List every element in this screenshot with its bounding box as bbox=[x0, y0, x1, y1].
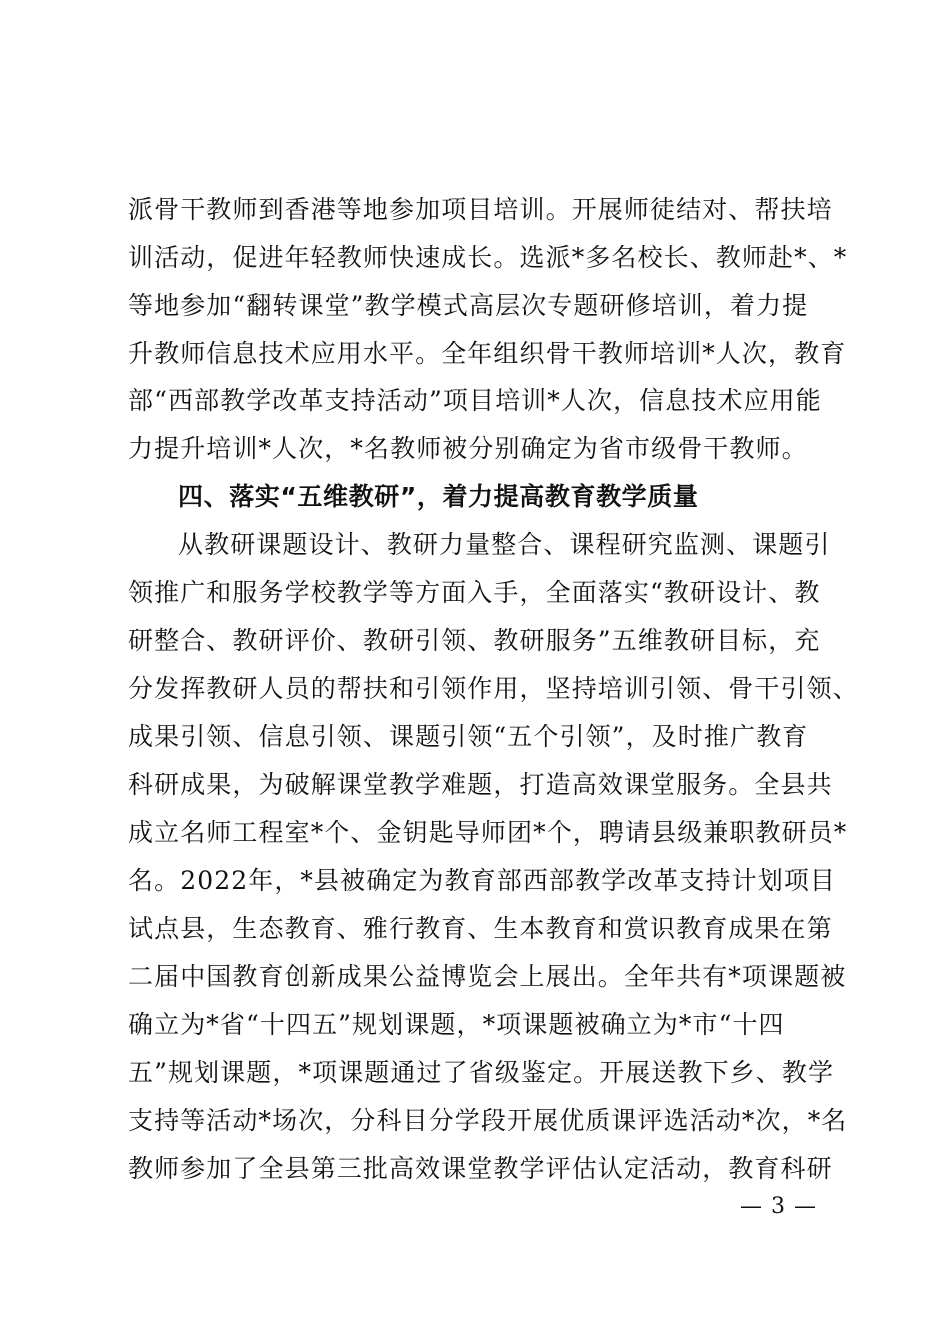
paragraph-line: 支持等活动*场次，分科目分学段开展优质课评选活动*次，*名 bbox=[128, 1106, 848, 1135]
paragraph-line: 五”规划课题，*项课题通过了省级鉴定。开展送教下乡、教学 bbox=[128, 1058, 835, 1087]
paragraph-line: 分发挥教研人员的帮扶和引领作用，坚持培训引领、骨干引领、 bbox=[128, 674, 859, 703]
paragraph-line: 名。2022年，*县被确定为教育部西部教学改革支持计划项目 bbox=[128, 866, 837, 895]
paragraph-line: 成果引领、信息引领、课题引领“五个引领”，及时推广教育 bbox=[128, 722, 809, 751]
paragraph-line: 试点县，生态教育、雅行教育、生本教育和赏识教育成果在第 bbox=[128, 914, 833, 943]
page-number: — 3 — bbox=[740, 1194, 817, 1219]
paragraph-line: 确立为*省“十四五”规划课题，*项课题被确立为*市“十四 bbox=[128, 1010, 785, 1039]
body-line: 力提升培训*人次，*名教师被分别确定为省市级骨干教师。 bbox=[128, 434, 808, 463]
paragraph-line: 研整合、教研评价、教研引领、教研服务”五维教研目标，充 bbox=[128, 626, 821, 655]
paragraph-line: 科研成果，为破解课堂教学难题，打造高效课堂服务。全县共 bbox=[128, 770, 833, 799]
paragraph-line: 从教研课题设计、教研力量整合、课程研究监测、课题引 bbox=[178, 530, 831, 559]
body-line: 训活动，促进年轻教师快速成长。选派*多名校长、教师赴*、* bbox=[128, 243, 848, 272]
body-line: 升教师信息技术应用水平。全年组织骨干教师培训*人次，教育 bbox=[128, 339, 847, 368]
section-heading: 四、落实“五维教研”，着力提高教育教学质量 bbox=[178, 482, 699, 511]
paragraph-line: 二届中国教育创新成果公益博览会上展出。全年共有*项课题被 bbox=[128, 962, 847, 991]
paragraph-line: 成立名师工程室*个、金钥匙导师团*个，聘请县级兼职教研员* bbox=[128, 818, 848, 847]
body-line: 部“西部教学改革支持活动”项目培训*人次，信息技术应用能 bbox=[128, 386, 822, 415]
paragraph-line: 教师参加了全县第三批高效课堂教学评估认定活动，教育科研 bbox=[128, 1154, 833, 1183]
paragraph-line: 领推广和服务学校教学等方面入手，全面落实“教研设计、教 bbox=[128, 578, 821, 607]
body-line: 等地参加“翻转课堂”教学模式高层次专题研修培训，着力提 bbox=[128, 291, 809, 320]
body-line: 派骨干教师到香港等地参加项目培训。开展师徒结对、帮扶培 bbox=[128, 195, 833, 224]
